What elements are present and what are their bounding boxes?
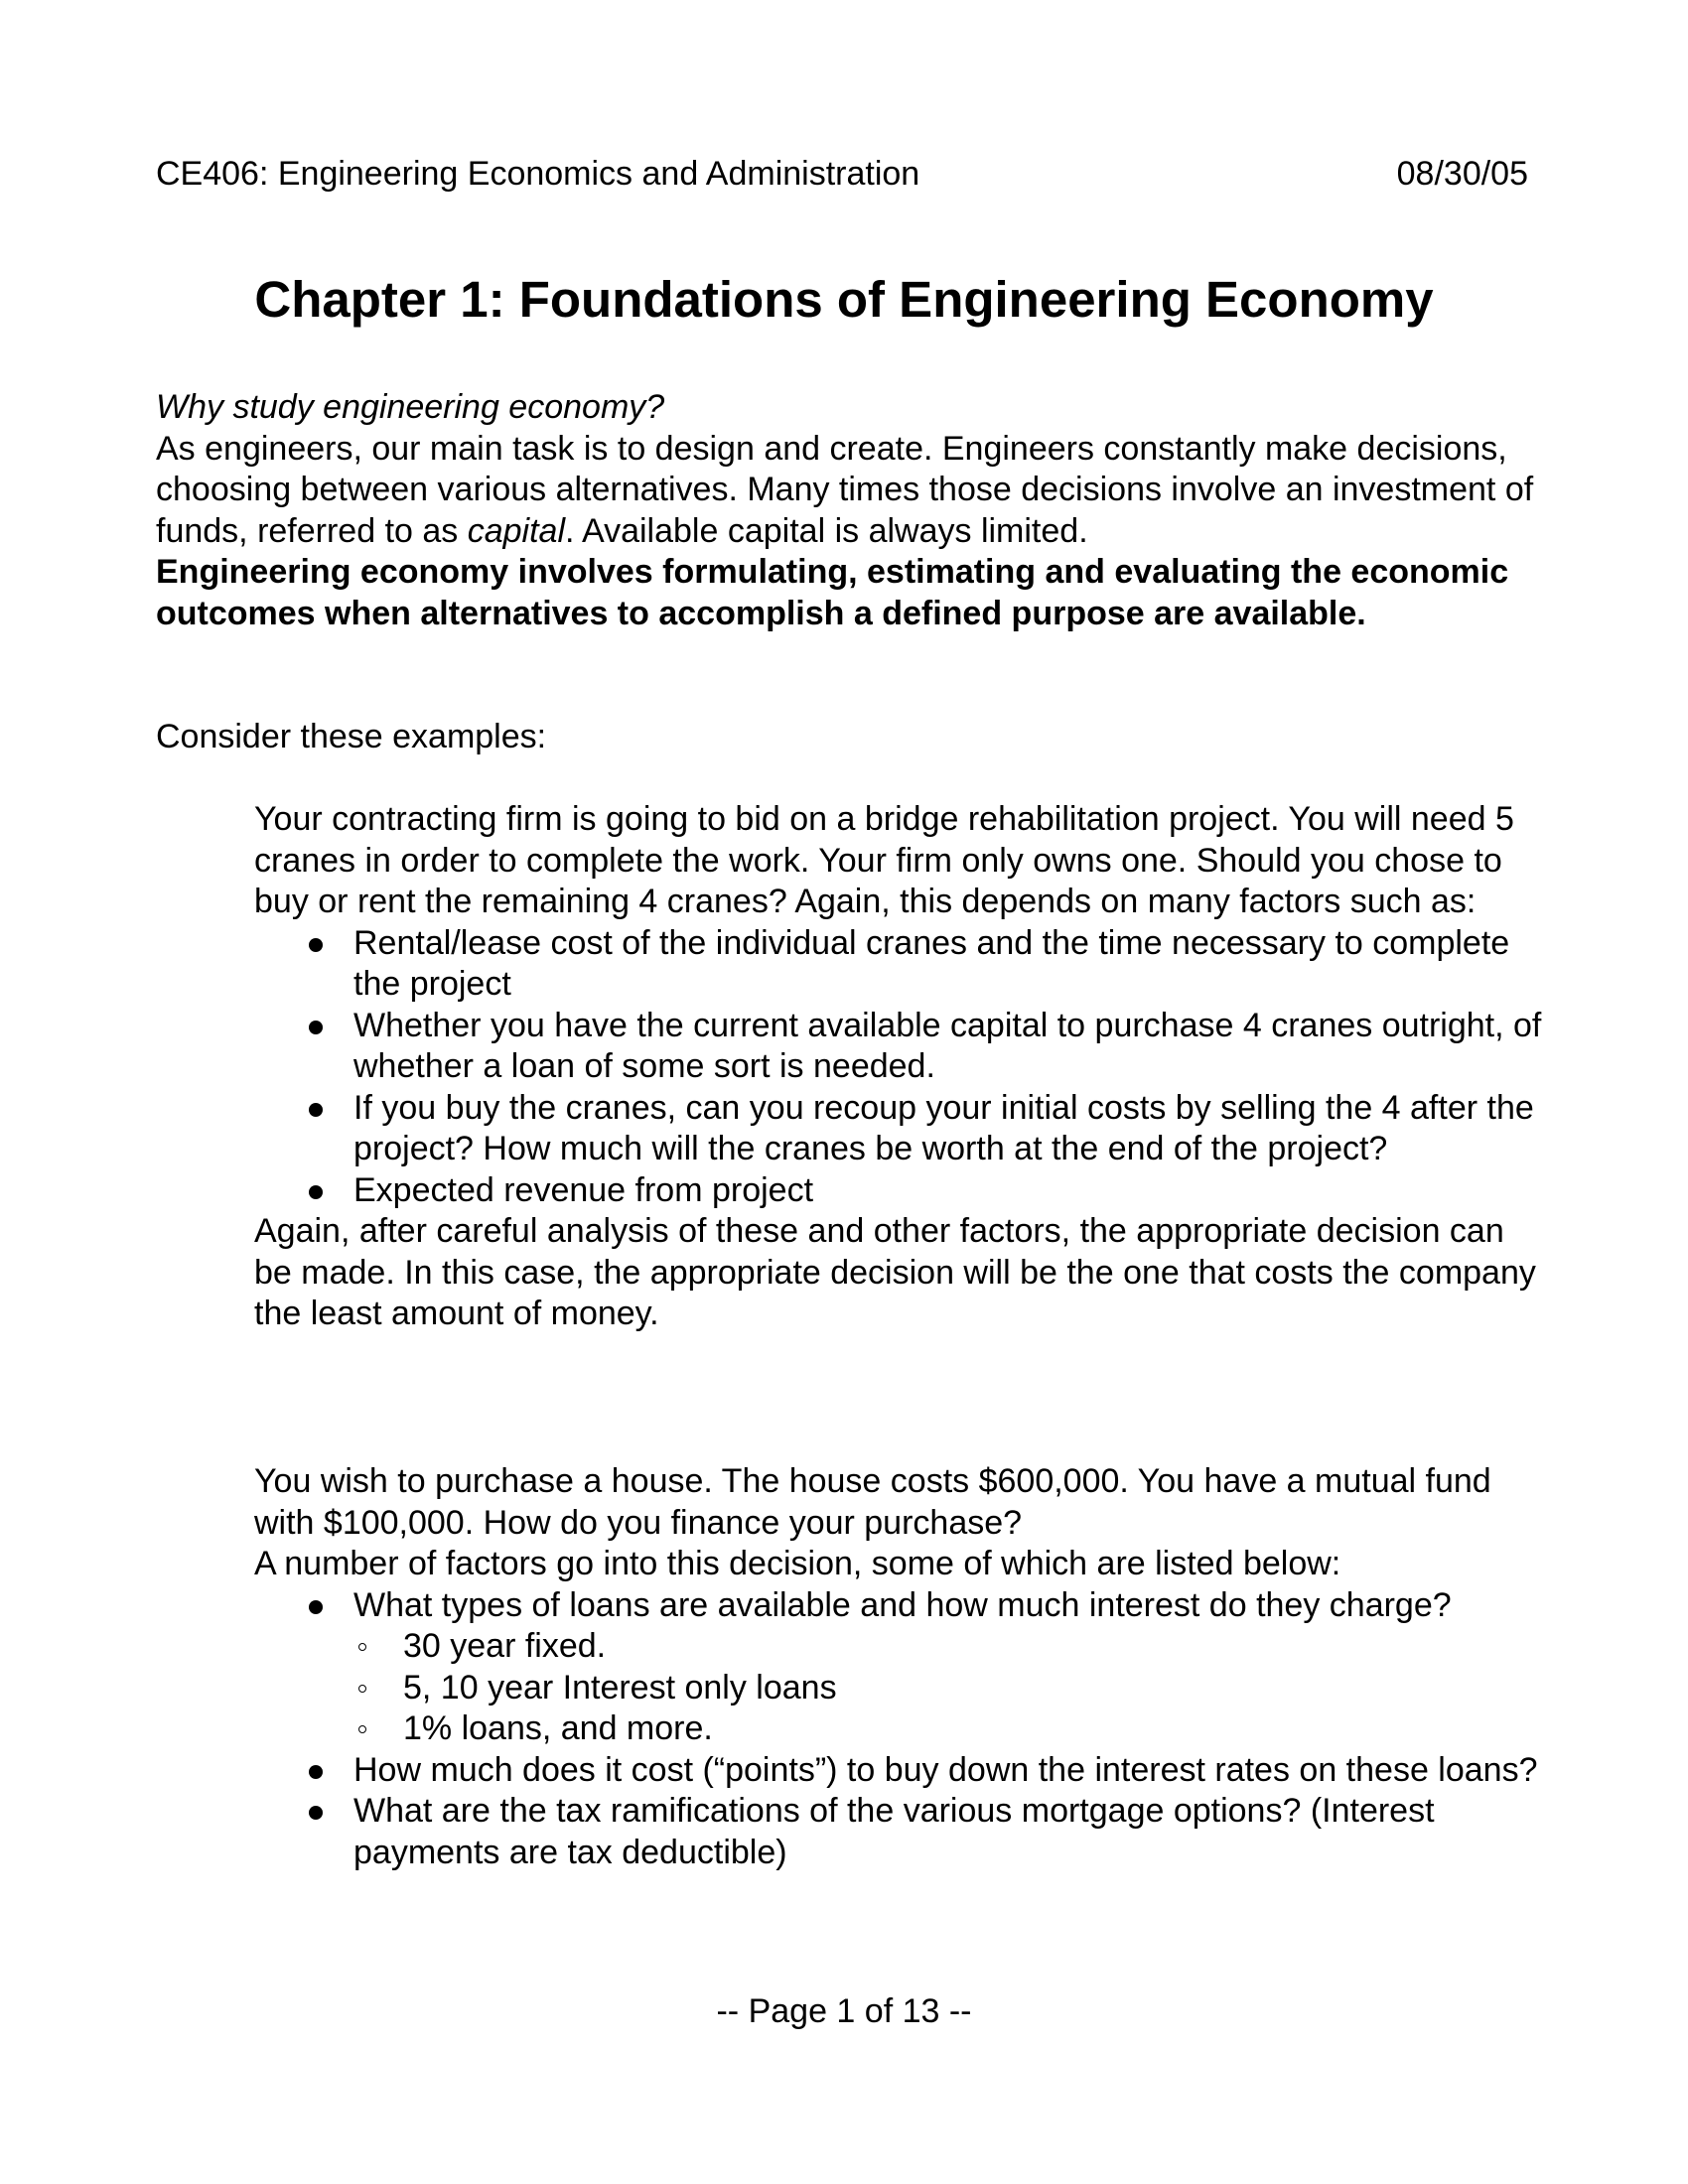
intro-paragraph bbox=[156, 429, 1536, 553]
example-cranes bbox=[254, 799, 1545, 1335]
list-item: If you buy the cranes, can you recoup your initial costs by selling the 4 after the project? How much will the cranes be worth at the end of the project? bbox=[254, 1088, 1545, 1170]
intro-text-part1: As engineers, our main task is to design and create. Engineers constantly make decisions, choosing between various alternatives. Many times those decisions involve an investment of funds, referred to as bbox=[156, 429, 1534, 550]
intro-text-part2: . Available capital is always limited. bbox=[565, 511, 1088, 550]
chapter-title: Chapter 1: Foundations of Engineering Economy bbox=[254, 271, 1434, 328]
example-house-factors bbox=[254, 1585, 1545, 1874]
example-cranes-conclusion: Again, after careful analysis of these and other factors, the appropriate decision can be made. In this case, the appropriate decision will be the one that costs the company the least amount of money. bbox=[254, 1212, 1536, 1332]
list-item: Rental/lease cost of the individual cranes and the time necessary to complete the project bbox=[254, 923, 1545, 1006]
page-footer: -- Page 1 of 13 -- bbox=[716, 1992, 972, 2030]
sub-list-item: 1% loans, and more. bbox=[353, 1708, 1545, 1750]
consider-examples-text: Consider these examples: bbox=[156, 718, 547, 755]
example-cranes-factors bbox=[254, 923, 1545, 1212]
example-house-paragraph: You wish to purchase a house. The house costs $600,000. You have a mutual fund with $100,000. How do you finance your purchase? bbox=[254, 1462, 1491, 1542]
list-item: Expected revenue from project bbox=[254, 1170, 1545, 1212]
list-item: What are the tax ramifications of the various mortgage options? (Interest payments are tax deductible) bbox=[254, 1791, 1545, 1873]
list-item: How much does it cost (“points”) to buy down the interest rates on these loans? bbox=[254, 1750, 1545, 1792]
intro-question: Why study engineering economy? bbox=[156, 388, 665, 426]
example-house bbox=[254, 1461, 1545, 1873]
intro-section bbox=[156, 387, 1536, 634]
loan-types-bullet: What types of loans are available and how much interest do they charge? bbox=[353, 1585, 1452, 1624]
definition-statement: Engineering economy involves formulating, estimating and evaluating the economic outcomes when alternatives to accomplish a defined purpose are available. bbox=[156, 553, 1509, 632]
page-header bbox=[156, 154, 1528, 194]
sub-list-item: 30 year fixed. bbox=[353, 1626, 1545, 1668]
course-title: CE406: Engineering Economics and Administration bbox=[156, 155, 920, 193]
loan-types-sublist bbox=[353, 1626, 1545, 1750]
sub-list-item: 5, 10 year Interest only loans bbox=[353, 1668, 1545, 1709]
example-cranes-paragraph: Your contracting firm is going to bid on a bridge rehabilitation project. You will need 5 cranes in order to complete the work. Your firm only owns one. Should you chose to buy or rent the remaining 4 cranes? Again, this depends on many factors such as: bbox=[254, 800, 1514, 920]
header-date: 08/30/05 bbox=[1396, 155, 1528, 193]
example-house-factors-intro: A number of factors go into this decision, some of which are listed below: bbox=[254, 1545, 1341, 1582]
list-item: Whether you have the current available capital to purchase 4 cranes outright, of whether a loan of some sort is needed. bbox=[254, 1006, 1545, 1088]
capital-term: capital bbox=[467, 511, 566, 550]
list-item bbox=[254, 1585, 1545, 1750]
